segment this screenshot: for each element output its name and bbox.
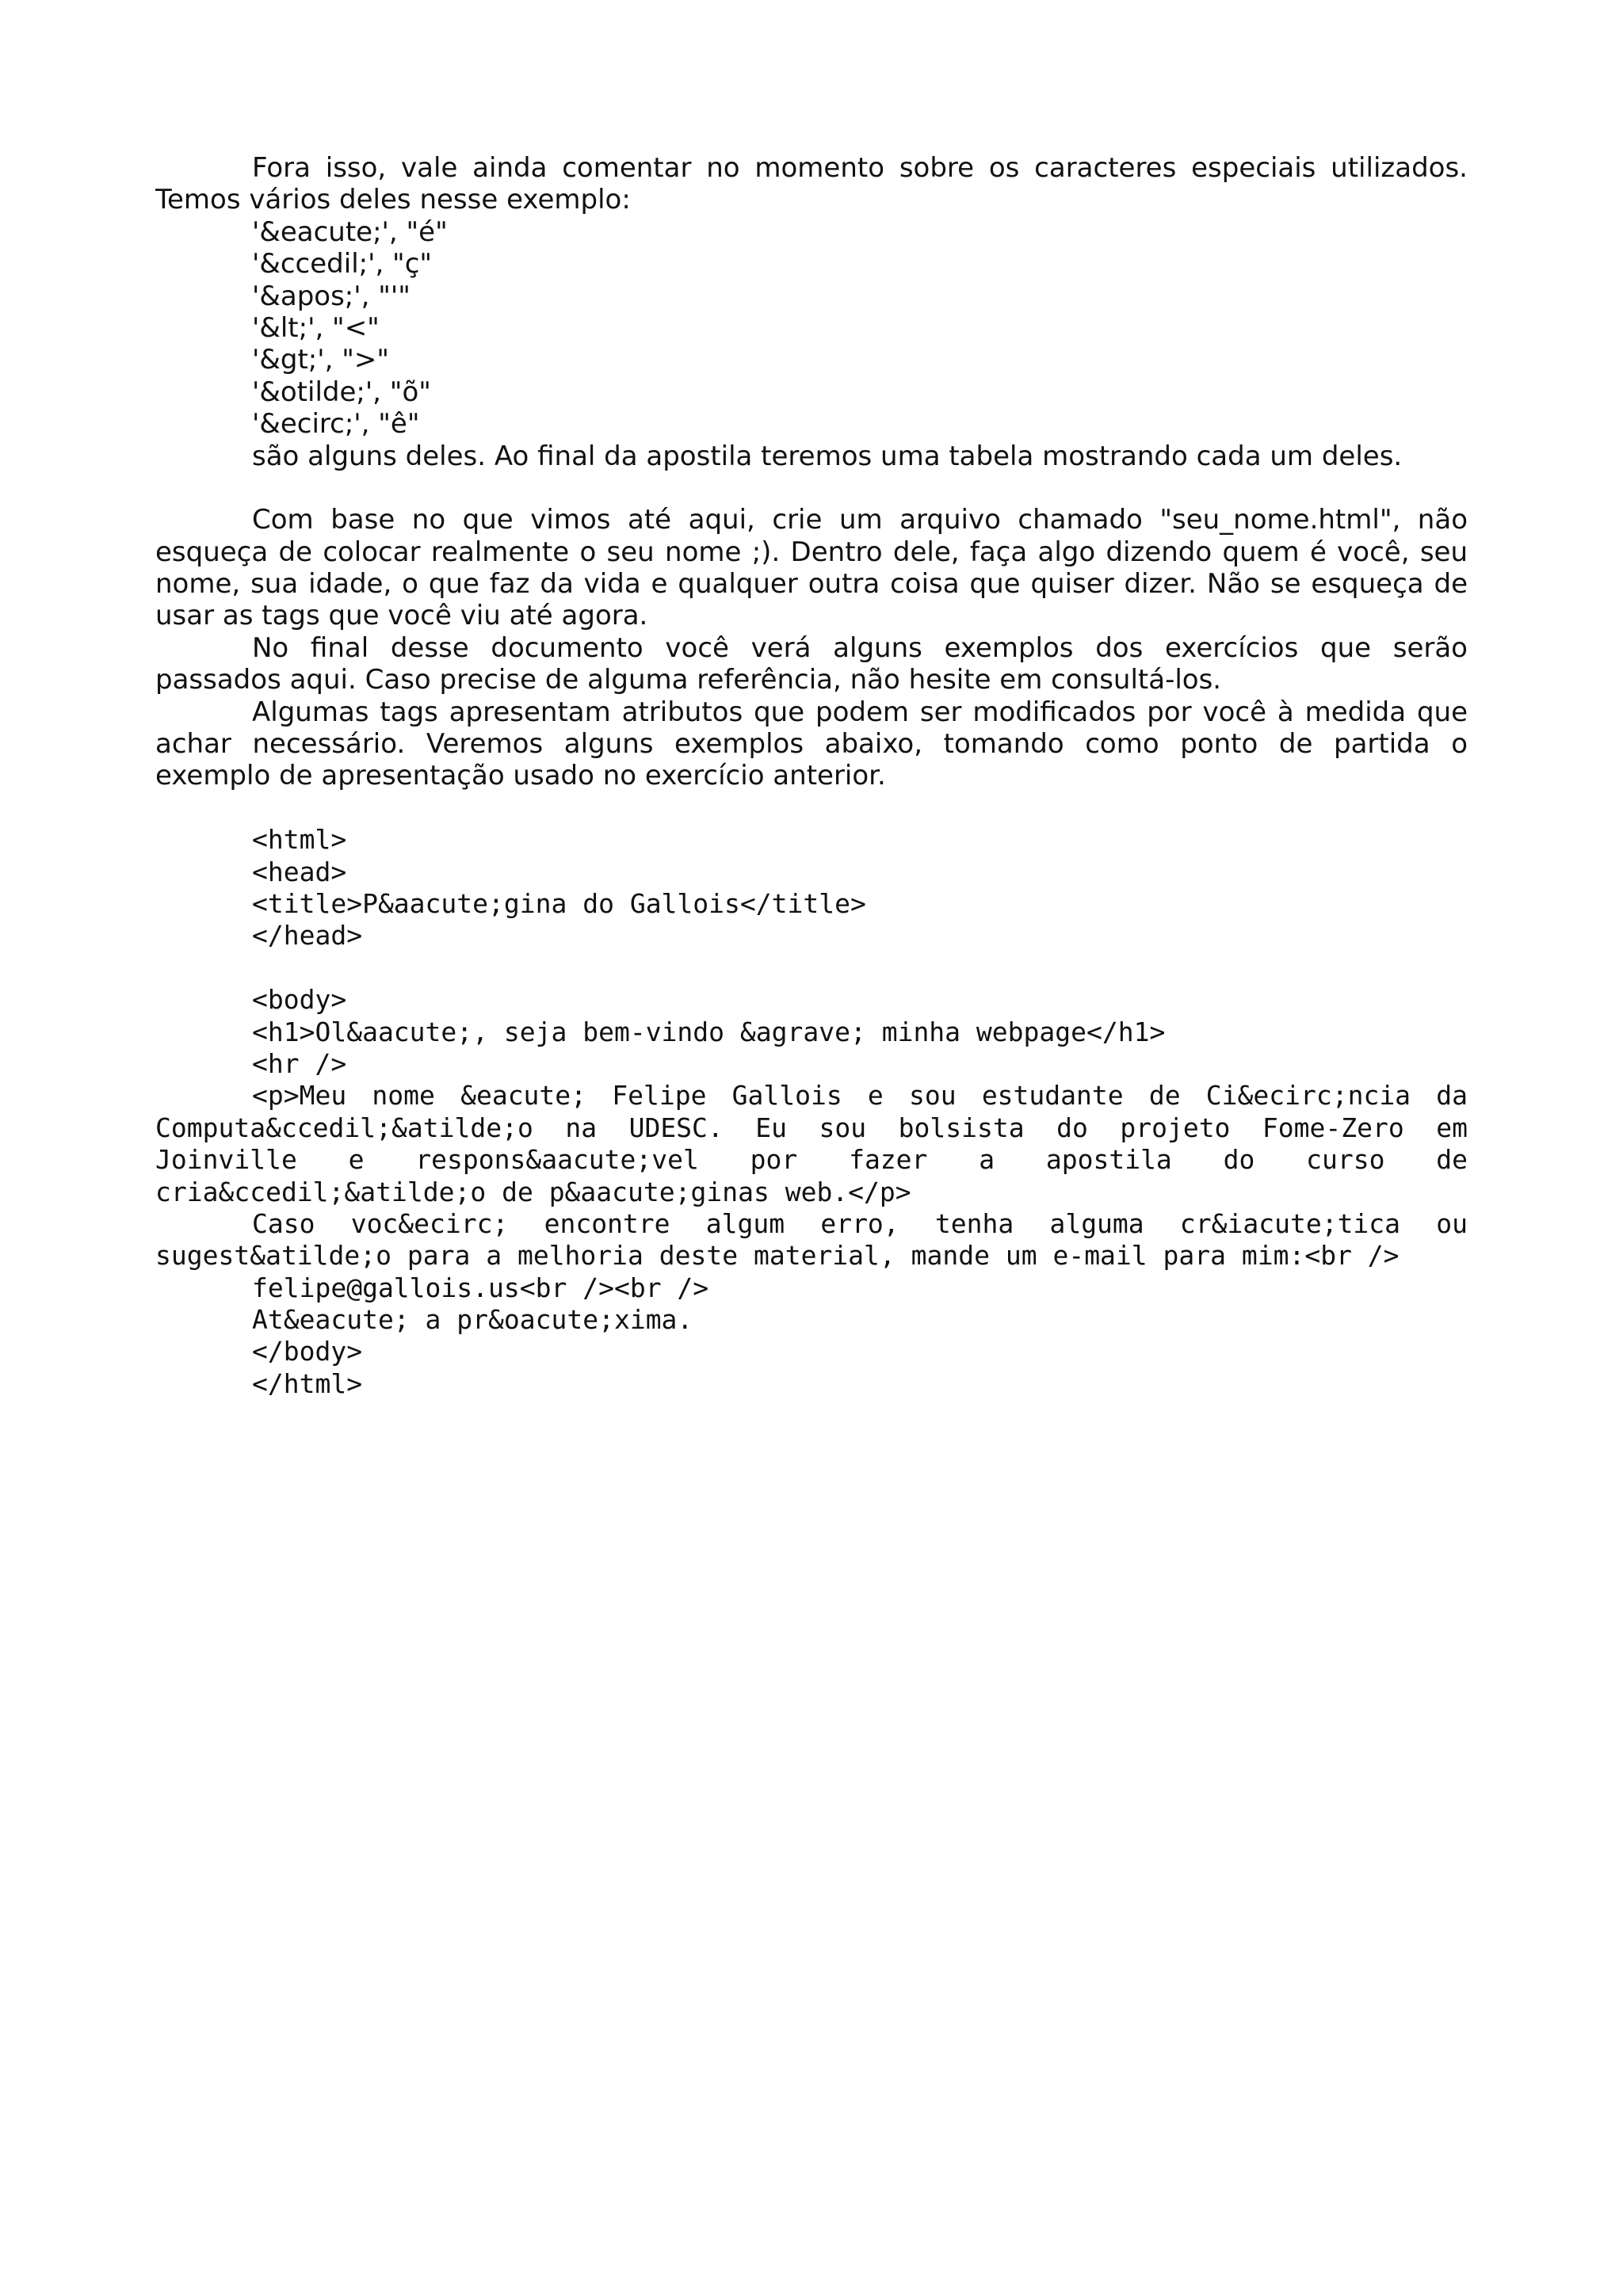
text-line: Temos vários deles nesse exemplo:	[155, 184, 631, 216]
text-line: nome, sua idade, o que faz da vida e qualquer outra coisa que quiser dizer. Não se esqueça de	[155, 568, 1468, 601]
code-line: Joinville e respons&aacute;vel por fazer a apostila do curso de	[155, 1144, 1468, 1176]
code-line: felipe@gallois.us<br /><br />	[252, 1272, 709, 1303]
text-line: Com base no que vimos até aqui, crie um arquivo chamado "seu_nome.html", não	[252, 504, 1468, 536]
text-line: passados aqui. Caso precise de alguma referência, não hesite em consultá-los.	[155, 664, 1222, 696]
code-listing	[155, 824, 1468, 1400]
text-line: achar necessário. Veremos alguns exemplos abaixo, tomando como ponto de partida o	[155, 728, 1468, 761]
text-line: esqueça de colocar realmente o seu nome ;). Dentro dele, faça algo dizendo quem é você, seu	[155, 536, 1468, 568]
text-line: exemplo de apresentação usado no exercício anterior.	[155, 760, 886, 792]
entity-example-line: '&apos;', "'"	[252, 280, 411, 312]
code-line: Computa&ccedil;&atilde;o na UDESC. Eu sou bolsista do projeto Fome-Zero em	[155, 1112, 1468, 1143]
text-line: Algumas tags apresentam atributos que podem ser modificados por você à medida que	[252, 696, 1468, 728]
code-line: <h1>Ol&aacute;, seja bem-vindo &agrave; minha webpage</h1>	[252, 1016, 1166, 1047]
document-body	[155, 152, 1468, 1400]
text-line: usar as tags que você viu até agora.	[155, 600, 648, 632]
code-line: <p>Meu nome &eacute; Felipe Gallois e sou estudante de Ci&ecirc;ncia da	[252, 1080, 1468, 1112]
code-line: <hr />	[252, 1047, 347, 1079]
code-line: Caso voc&ecirc; encontre algum erro, tenha alguma cr&iacute;tica ou	[252, 1207, 1468, 1239]
code-line: <html>	[252, 824, 347, 856]
code-line: sugest&atilde;o para a melhoria deste material, mande um e-mail para mim:<br />	[155, 1240, 1400, 1272]
entity-example-line: '&otilde;', "õ"	[252, 376, 431, 408]
code-line: <body>	[252, 984, 347, 1016]
code-line: </html>	[252, 1367, 363, 1399]
code-line: </body>	[252, 1336, 363, 1367]
code-spacer	[155, 952, 1468, 984]
text-line: são alguns deles. Ao final da apostila teremos uma tabela mostrando cada um deles.	[252, 440, 1403, 472]
entity-example-line: '&gt;', ">"	[252, 344, 389, 376]
text-line: No final desse documento você verá alguns exemplos dos exercícios que serão	[252, 631, 1468, 664]
code-line: <head>	[252, 856, 347, 887]
entity-example-line: '&eacute;', "é"	[252, 215, 448, 248]
entity-example-line: '&lt;', "<"	[252, 311, 380, 344]
text-line: Fora isso, vale ainda comentar no momento sobre os caracteres especiais utilizados.	[252, 152, 1468, 184]
code-line: </head>	[252, 920, 363, 952]
code-line: cria&ccedil;&atilde;o de p&aacute;ginas web.</p>	[155, 1176, 911, 1207]
code-line: At&eacute; a pr&oacute;xima.	[252, 1304, 693, 1336]
paragraph-spacer	[155, 792, 1468, 824]
entity-example-line: '&ccedil;', "ç"	[252, 248, 433, 280]
entity-example-line: '&ecirc;', "ê"	[252, 408, 420, 441]
paragraph-spacer	[155, 472, 1468, 504]
code-line: <title>P&aacute;gina do Gallois</title>	[252, 887, 866, 919]
